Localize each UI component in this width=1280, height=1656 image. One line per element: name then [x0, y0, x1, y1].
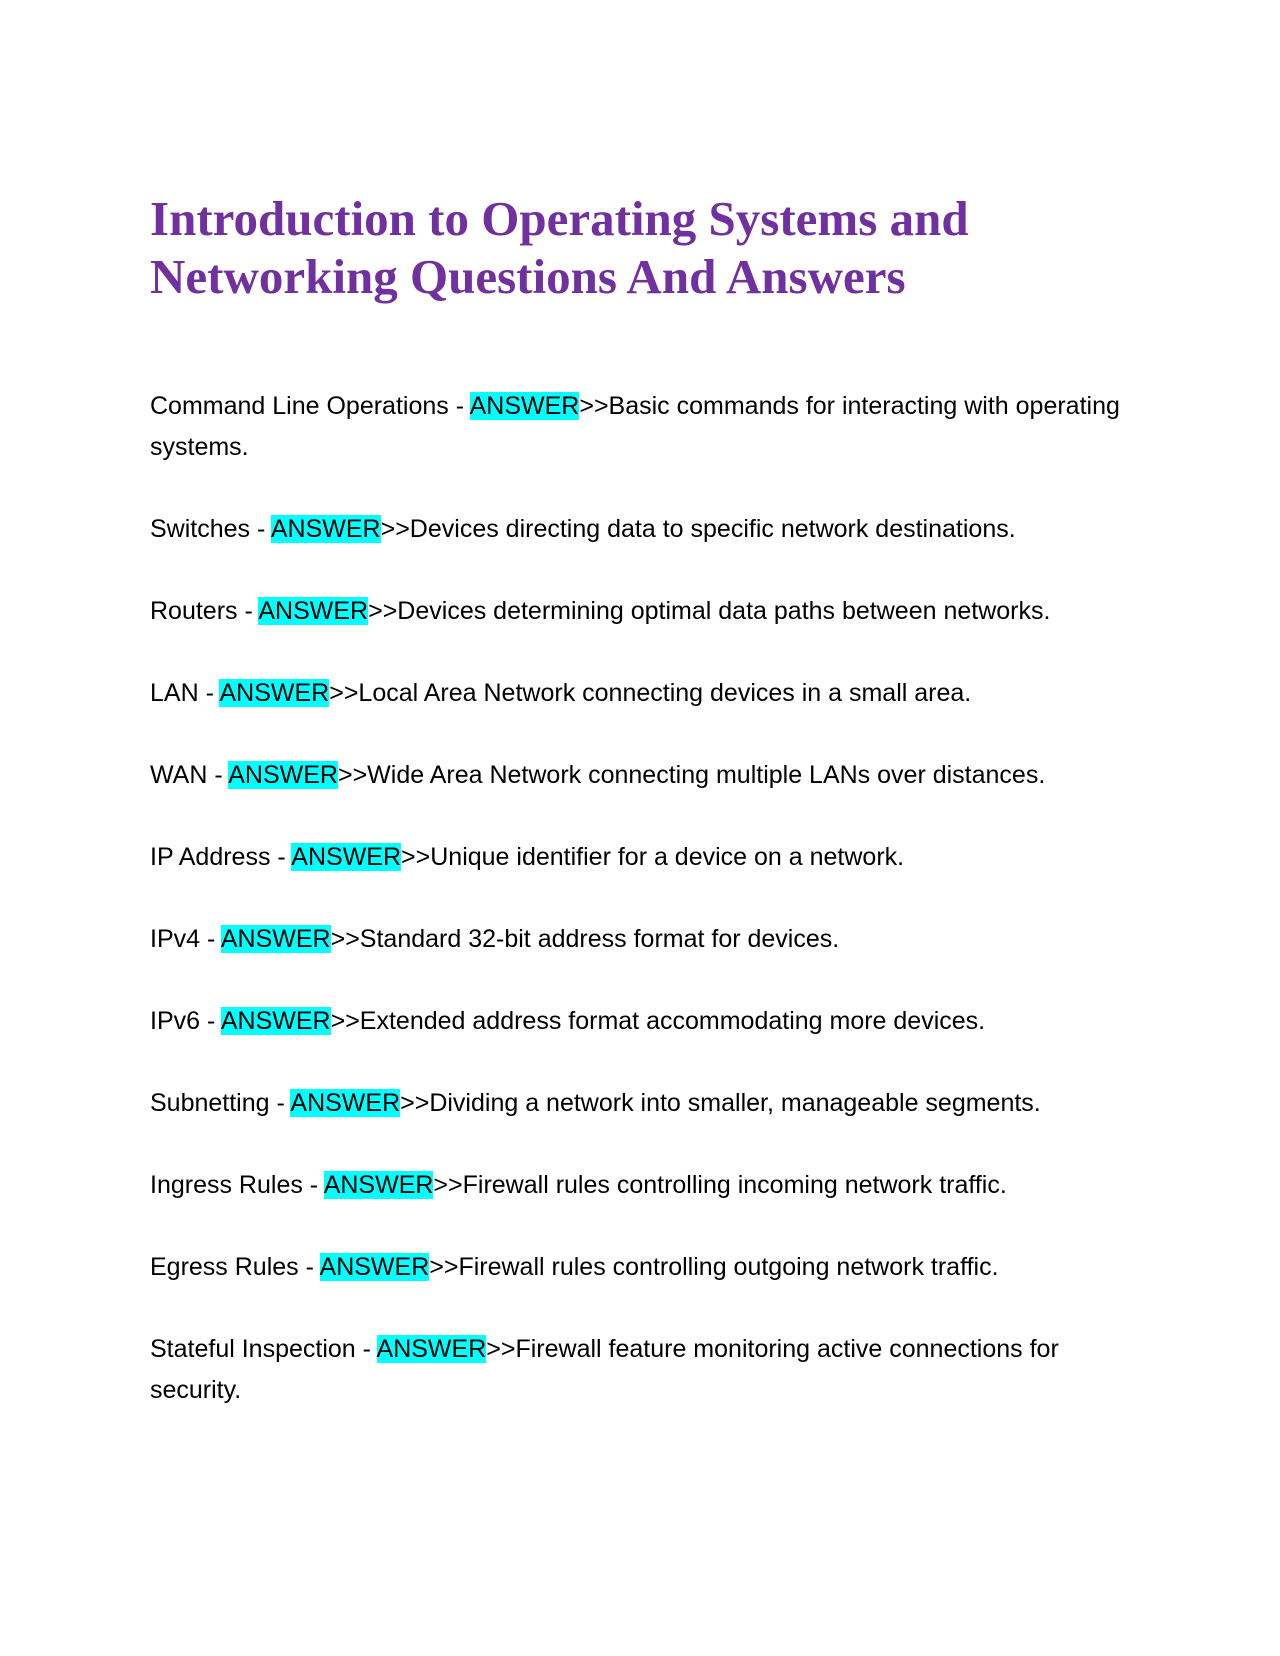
qa-item [150, 837, 1150, 878]
answer-highlight: ANSWER [220, 925, 331, 953]
qa-definition: >>Unique identifier for a device on a network. [401, 843, 905, 871]
answer-highlight: ANSWER [469, 392, 580, 420]
qa-definition: >>Basic commands for interacting with operating systems. [150, 392, 1120, 461]
qa-list [150, 386, 1150, 1452]
title-line-2: Networking Questions And Answers [150, 249, 906, 304]
answer-highlight: ANSWER [319, 1253, 430, 1281]
answer-highlight: ANSWER [323, 1171, 434, 1199]
page-title [150, 190, 1150, 306]
answer-highlight: ANSWER [258, 597, 369, 625]
answer-highlight: ANSWER [290, 1089, 401, 1117]
qa-term: Subnetting - [150, 1089, 291, 1117]
qa-definition: >>Wide Area Network connecting multiple LANs over distances. [337, 761, 1046, 789]
answer-highlight: ANSWER [291, 843, 402, 871]
qa-item [150, 591, 1150, 632]
qa-term: Egress Rules - [150, 1253, 320, 1281]
qa-item [150, 1247, 1150, 1288]
qa-item [150, 673, 1150, 714]
answer-highlight: ANSWER [376, 1335, 487, 1363]
qa-item [150, 1083, 1150, 1124]
title-line-1: Introduction to Operating Systems and [150, 191, 969, 246]
qa-item [150, 919, 1150, 960]
qa-definition: >>Extended address format accommodating more devices. [330, 1007, 986, 1035]
qa-definition: >>Devices directing data to specific network destinations. [380, 515, 1016, 543]
answer-highlight: ANSWER [220, 1007, 331, 1035]
qa-item [150, 1001, 1150, 1042]
qa-definition: >>Firewall rules controlling incoming network traffic. [433, 1171, 1007, 1199]
qa-term: Routers - [150, 597, 259, 625]
qa-item [150, 1165, 1150, 1206]
qa-term: IP Address - [150, 843, 292, 871]
qa-term: Switches - [150, 515, 271, 543]
qa-item [150, 509, 1150, 550]
qa-definition: >>Firewall rules controlling outgoing network traffic. [429, 1253, 999, 1281]
answer-highlight: ANSWER [228, 761, 338, 789]
qa-definition: >>Standard 32-bit address format for devices. [330, 925, 840, 953]
qa-term: LAN - [150, 679, 220, 707]
answer-highlight: ANSWER [270, 515, 381, 543]
qa-item [150, 386, 1150, 468]
qa-term: Command Line Operations - [150, 392, 470, 420]
qa-term: IPv6 - [150, 1007, 221, 1035]
qa-definition: >>Local Area Network connecting devices in a small area. [329, 679, 972, 707]
qa-definition: >>Firewall feature monitoring active connections for security. [150, 1335, 1059, 1404]
qa-definition: >>Dividing a network into smaller, manageable segments. [400, 1089, 1041, 1117]
answer-highlight: ANSWER [219, 679, 330, 707]
qa-term: WAN - [150, 761, 229, 789]
qa-term: Ingress Rules - [150, 1171, 324, 1199]
qa-term: IPv4 - [150, 925, 221, 953]
qa-item [150, 1329, 1150, 1411]
qa-item [150, 755, 1150, 796]
qa-term: Stateful Inspection - [150, 1335, 377, 1363]
qa-definition: >>Devices determining optimal data paths between networks. [368, 597, 1051, 625]
